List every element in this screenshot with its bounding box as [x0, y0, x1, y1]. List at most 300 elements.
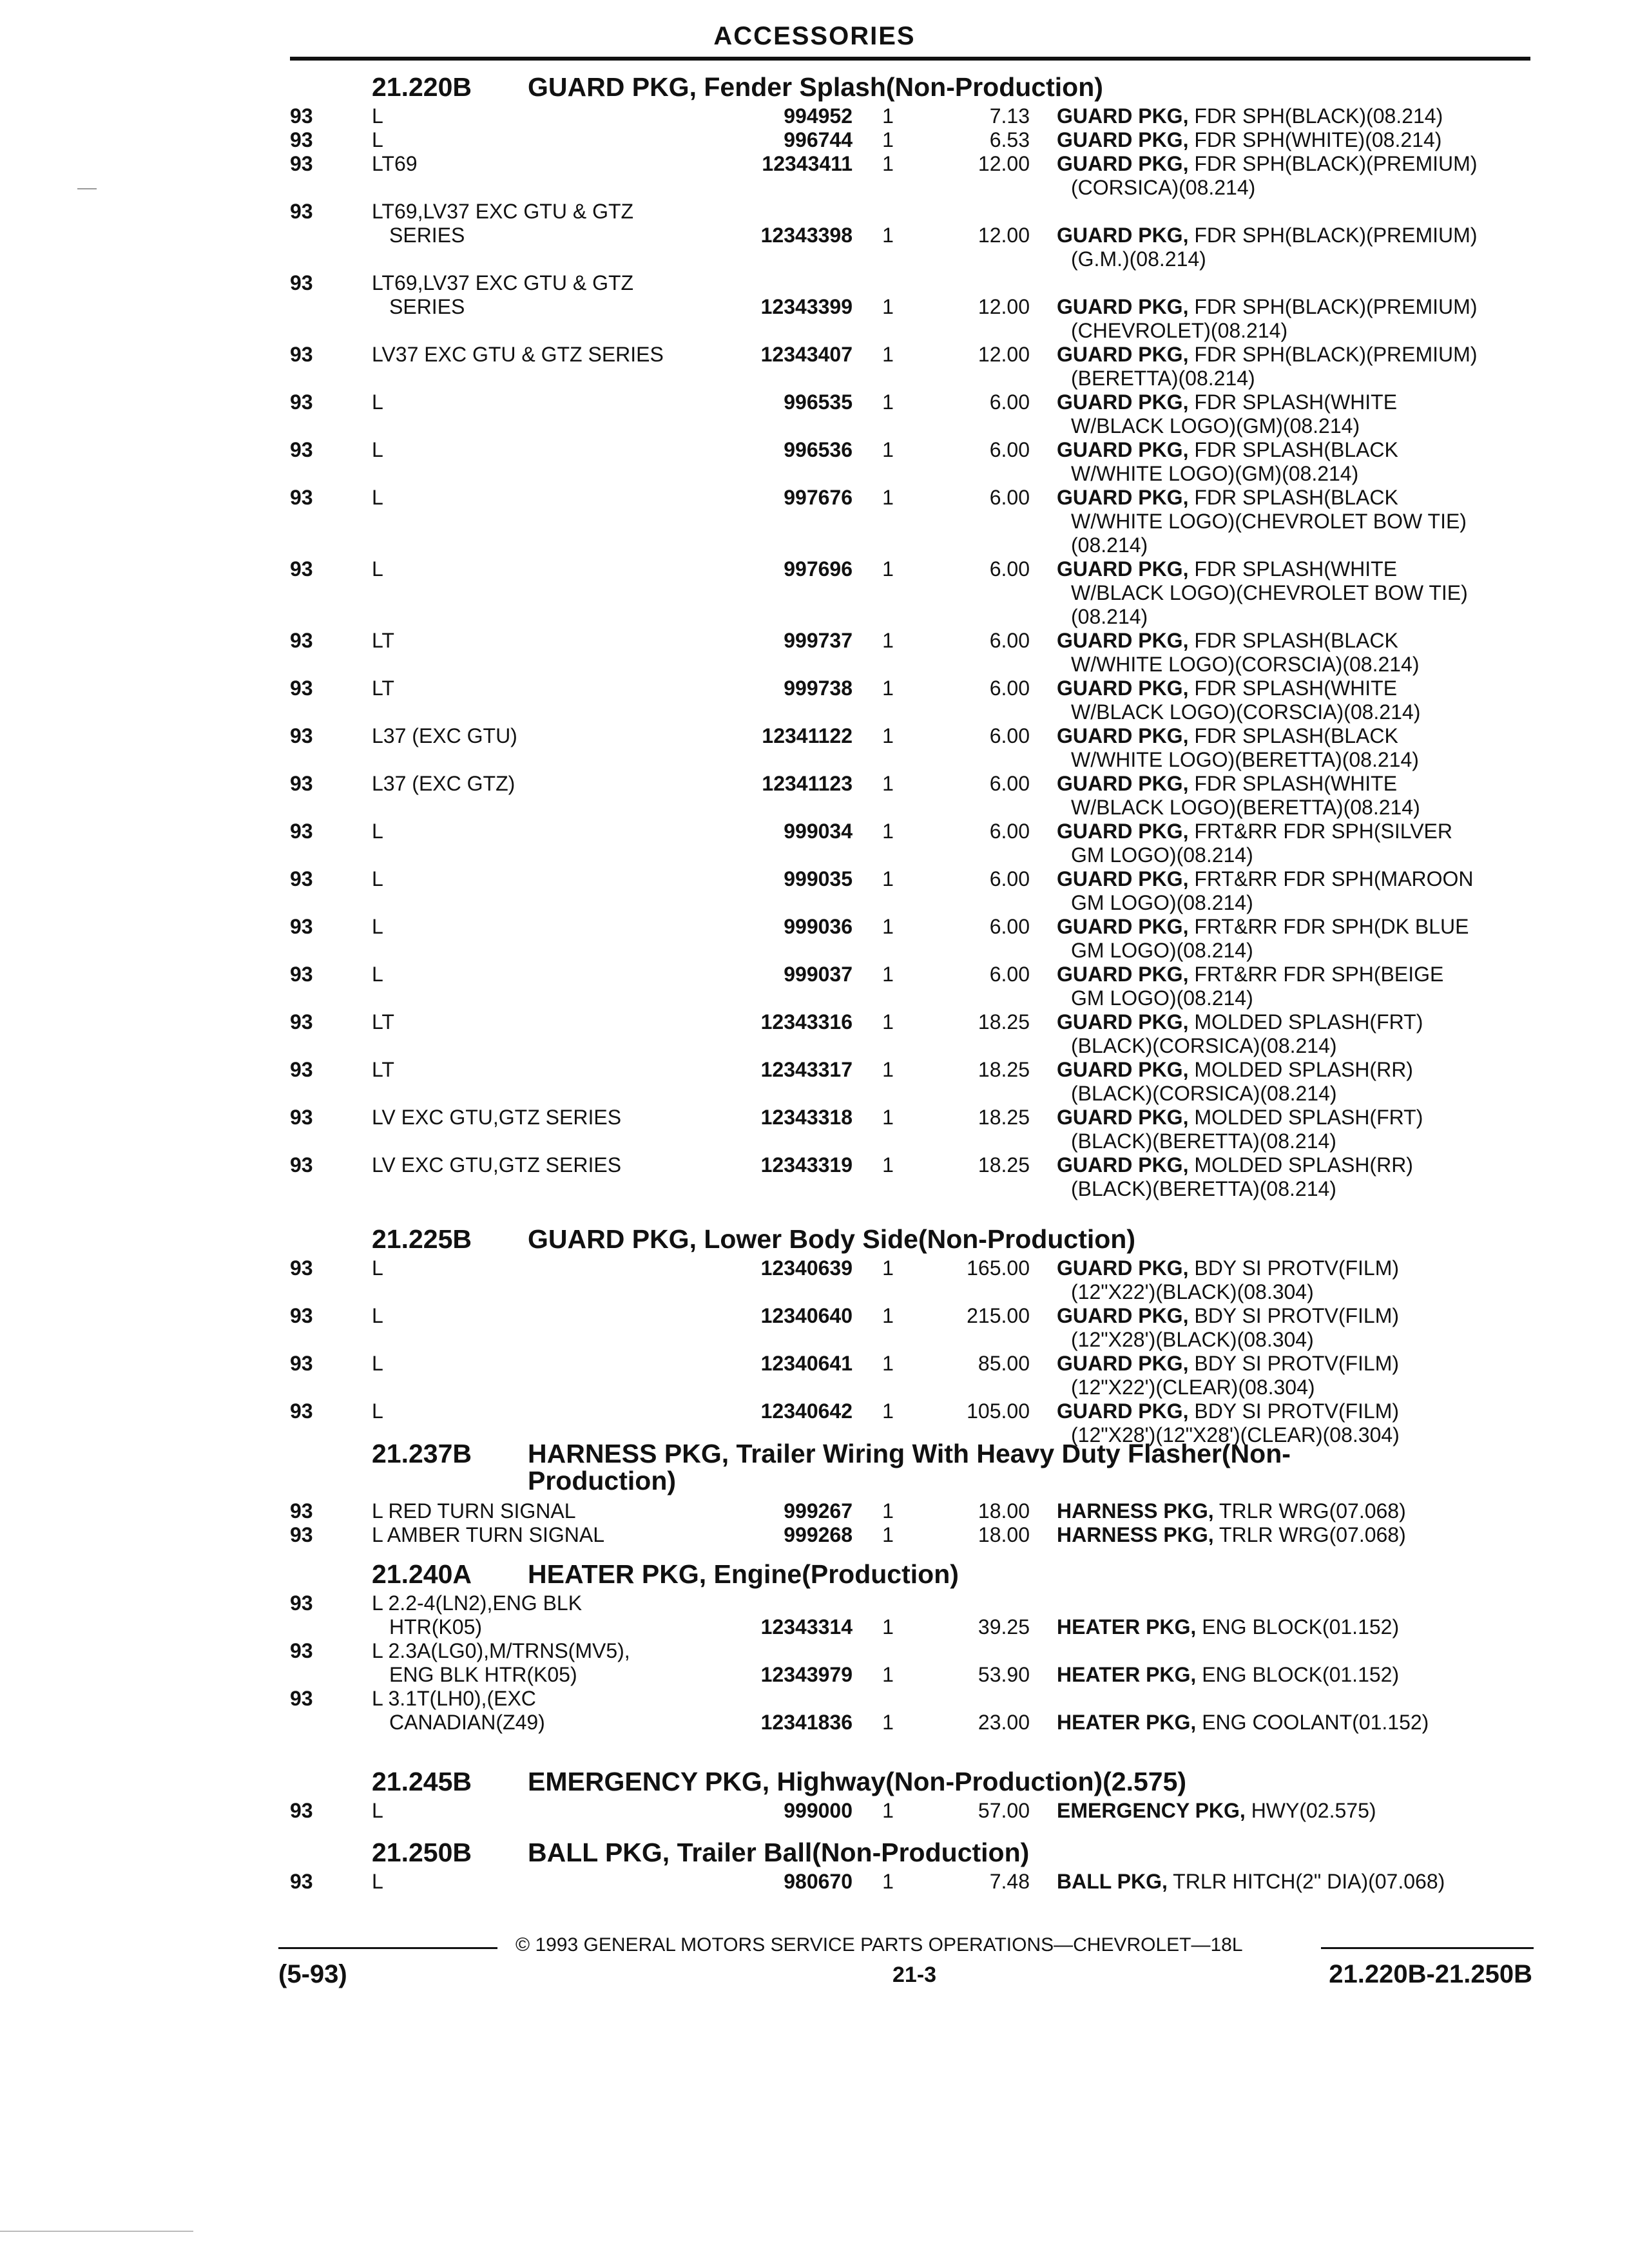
part-name-detail: BDY SI PROTV(FILM) [1194, 1256, 1400, 1280]
price: 18.00 [978, 1523, 1030, 1546]
usage-description [372, 1399, 717, 1423]
usage-line: L [372, 1304, 383, 1327]
part-name-line: (08.214) [1071, 533, 1148, 557]
part-name [1057, 1010, 1530, 1058]
price: 12.00 [978, 224, 1030, 247]
part-name [1057, 128, 1530, 152]
part-name [1057, 557, 1530, 629]
quantity: 1 [882, 486, 894, 509]
usage-line: LT [372, 629, 394, 652]
usage-line: L 2.2-4(LN2),ENG BLK [372, 1591, 583, 1615]
price: 18.00 [978, 1499, 1030, 1523]
quantity: 1 [882, 128, 894, 151]
usage-description [372, 1058, 717, 1082]
usage-description [372, 438, 717, 462]
part-name [1057, 438, 1530, 486]
part-name-detail: FDR SPLASH(WHITE [1194, 557, 1398, 581]
part-name-detail: BDY SI PROTV(FILM) [1194, 1399, 1400, 1423]
part-name-detail: FDR SPLASH(WHITE [1194, 390, 1398, 414]
quantity: 1 [882, 1058, 894, 1081]
table-row [0, 1010, 1629, 1058]
usage-description [372, 772, 717, 796]
part-name-line [1057, 438, 1530, 462]
part-name-category: GUARD PKG, [1057, 152, 1189, 175]
quantity: 1 [882, 1153, 894, 1177]
part-number: 12343407 [760, 343, 853, 366]
part-name [1057, 390, 1530, 438]
part-name-detail: FDR SPLASH(BLACK [1194, 438, 1398, 461]
part-name-detail: FRT&RR FDR SPH(DK BLUE [1194, 915, 1469, 938]
part-name-line [1057, 1799, 1530, 1823]
part-name-detail: FRT&RR FDR SPH(BEIGE [1194, 963, 1444, 986]
usage-description [372, 104, 717, 128]
table-row [0, 438, 1629, 486]
price: 215.00 [967, 1304, 1030, 1327]
part-name [1057, 1615, 1530, 1639]
price: 6.00 [989, 820, 1030, 843]
usage-line: L [372, 915, 383, 938]
quantity: 1 [882, 867, 894, 890]
price: 18.25 [978, 1010, 1030, 1033]
part-number: 996744 [784, 128, 853, 151]
part-number: 999268 [784, 1523, 853, 1546]
part-number: 980670 [784, 1870, 853, 1893]
part-name-detail: FDR SPH(BLACK)(PREMIUM) [1194, 295, 1478, 318]
part-name-line [1057, 629, 1530, 653]
part-name-category: GUARD PKG, [1057, 915, 1189, 938]
section-number: 21.237B [372, 1439, 472, 1468]
price: 6.00 [989, 963, 1030, 986]
table-row [0, 486, 1629, 557]
model-year: 93 [290, 1106, 313, 1129]
usage-line: LV EXC GTU,GTZ SERIES [372, 1153, 622, 1177]
part-name-line [1057, 557, 1530, 581]
quantity: 1 [882, 772, 894, 795]
part-name-line: GM LOGO)(08.214) [1071, 939, 1253, 962]
model-year: 93 [290, 629, 313, 652]
part-name-line [1057, 820, 1530, 843]
table-row [0, 128, 1629, 152]
table-row [0, 963, 1629, 1010]
quantity: 1 [882, 1256, 894, 1280]
part-number: 996535 [784, 390, 853, 414]
part-name-line: W/WHITE LOGO)(GM)(08.214) [1071, 462, 1359, 485]
part-name-detail: FDR SPH(WHITE)(08.214) [1194, 128, 1442, 151]
section-heading: GUARD PKG, Fender Splash(Non-Production) [528, 72, 1103, 102]
footer-rule-left [278, 1947, 497, 1949]
usage-line: LT [372, 1010, 394, 1033]
footer-section-range: 21.220B-21.250B [1329, 1960, 1532, 1988]
part-name-category: GUARD PKG, [1057, 224, 1189, 247]
quantity: 1 [882, 677, 894, 700]
part-name-line [1057, 772, 1530, 796]
section-number: 21.220B [372, 72, 472, 102]
part-number: 12341122 [762, 724, 853, 747]
part-name [1057, 724, 1530, 772]
part-number: 12340642 [760, 1399, 853, 1423]
part-name-line [1057, 1499, 1530, 1523]
part-name-line: W/WHITE LOGO)(BERETTA)(08.214) [1071, 748, 1419, 771]
model-year: 93 [290, 677, 313, 700]
usage-line: SERIES [389, 295, 465, 318]
usage-line: L [372, 557, 383, 581]
usage-description [372, 1687, 717, 1735]
model-year: 93 [290, 343, 313, 366]
part-name-line: (BLACK)(BERETTA)(08.214) [1071, 1129, 1336, 1153]
part-name-detail: FDR SPLASH(WHITE [1194, 772, 1398, 795]
part-number: 999035 [784, 867, 853, 890]
usage-line: LT69,LV37 EXC GTU & GTZ [372, 200, 634, 223]
part-name-category: GUARD PKG, [1057, 486, 1189, 509]
table-row [0, 343, 1629, 390]
copyright-text: © 1993 GENERAL MOTORS SERVICE PARTS OPERATIONS—CHEVROLET—18L [516, 1934, 1243, 1956]
part-name-category: GUARD PKG, [1057, 1352, 1189, 1375]
part-name-line [1057, 1615, 1530, 1639]
part-name-line [1057, 104, 1530, 128]
part-name [1057, 867, 1530, 915]
part-name-category: GUARD PKG, [1057, 1256, 1189, 1280]
price: 6.00 [989, 772, 1030, 795]
model-year: 93 [290, 724, 313, 747]
quantity: 1 [882, 724, 894, 747]
quantity: 1 [882, 438, 894, 461]
quantity: 1 [882, 1352, 894, 1375]
table-row [0, 915, 1629, 963]
quantity: 1 [882, 1499, 894, 1523]
usage-description [372, 1010, 717, 1034]
part-name-line [1057, 1106, 1530, 1129]
usage-line: SERIES [389, 224, 465, 247]
price: 6.00 [989, 915, 1030, 938]
usage-line: L RED TURN SIGNAL [372, 1499, 576, 1523]
usage-description [372, 128, 717, 152]
model-year: 93 [290, 1304, 313, 1327]
model-year: 93 [290, 1010, 313, 1033]
quantity: 1 [882, 1615, 894, 1639]
part-name-category: HEATER PKG, [1057, 1711, 1197, 1734]
part-name-detail: FDR SPLASH(WHITE [1194, 677, 1398, 700]
part-number: 12343398 [760, 224, 853, 247]
part-name [1057, 772, 1530, 820]
part-name-category: GUARD PKG, [1057, 963, 1189, 986]
usage-line: LT [372, 677, 394, 700]
usage-description [372, 200, 717, 247]
price: 165.00 [967, 1256, 1030, 1280]
part-name [1057, 1058, 1530, 1106]
part-name-category: GUARD PKG, [1057, 557, 1189, 581]
part-number: 999037 [784, 963, 853, 986]
part-name-line: (12"X22')(BLACK)(08.304) [1071, 1280, 1314, 1303]
part-number: 999000 [784, 1799, 853, 1822]
part-number: 12343318 [760, 1106, 853, 1129]
part-name-line: (CHEVROLET)(08.214) [1071, 319, 1288, 342]
price: 12.00 [978, 343, 1030, 366]
part-name-detail: MOLDED SPLASH(FRT) [1194, 1106, 1423, 1129]
part-name [1057, 343, 1530, 390]
usage-description [372, 677, 717, 700]
part-name-line [1057, 152, 1530, 176]
usage-description [372, 1799, 717, 1823]
usage-line: L [372, 867, 383, 890]
part-name [1057, 1663, 1530, 1687]
model-year: 93 [290, 152, 313, 175]
part-name-line [1057, 224, 1530, 247]
quantity: 1 [882, 1711, 894, 1734]
section-number: 21.225B [372, 1224, 472, 1254]
usage-line: L [372, 1256, 383, 1280]
part-name-line: GM LOGO)(08.214) [1071, 891, 1253, 914]
part-number: 996536 [784, 438, 853, 461]
part-name-line: GM LOGO)(08.214) [1071, 843, 1253, 867]
usage-line: L [372, 1870, 383, 1893]
table-row [0, 1352, 1629, 1399]
part-name [1057, 1106, 1530, 1153]
part-number: 12343316 [760, 1010, 853, 1033]
usage-line: HTR(K05) [389, 1615, 483, 1639]
model-year: 93 [290, 390, 313, 414]
part-name-detail: FDR SPLASH(BLACK [1194, 629, 1398, 652]
table-row [0, 1591, 1629, 1639]
price: 23.00 [978, 1711, 1030, 1734]
table-row [0, 629, 1629, 677]
part-name-category: HARNESS PKG, [1057, 1523, 1214, 1546]
part-number: 12341836 [760, 1711, 853, 1734]
usage-description [372, 271, 717, 319]
table-row [0, 271, 1629, 342]
price: 18.25 [978, 1153, 1030, 1177]
part-name-line: (12"X28')(BLACK)(08.304) [1071, 1328, 1314, 1351]
section-title [372, 1838, 1029, 1868]
usage-description [372, 1870, 717, 1894]
section-number: 21.245B [372, 1767, 472, 1796]
price: 18.25 [978, 1058, 1030, 1081]
table-row [0, 1687, 1629, 1735]
part-name-detail: MOLDED SPLASH(RR) [1194, 1153, 1413, 1177]
model-year: 93 [290, 1256, 313, 1280]
part-name-detail: BDY SI PROTV(FILM) [1194, 1304, 1400, 1327]
table-row [0, 1523, 1629, 1547]
usage-line: L [372, 1352, 383, 1375]
quantity: 1 [882, 1010, 894, 1033]
part-name-line: W/BLACK LOGO)(GM)(08.214) [1071, 414, 1360, 437]
price: 53.90 [978, 1663, 1030, 1686]
usage-line: LT69,LV37 EXC GTU & GTZ [372, 271, 634, 294]
usage-line: L [372, 104, 383, 128]
usage-description [372, 867, 717, 891]
quantity: 1 [882, 629, 894, 652]
quantity: 1 [882, 1799, 894, 1822]
model-year: 93 [290, 820, 313, 843]
part-name-detail: ENG BLOCK(01.152) [1202, 1615, 1400, 1639]
part-name-category: GUARD PKG, [1057, 343, 1189, 366]
part-name-detail: MOLDED SPLASH(FRT) [1194, 1010, 1423, 1033]
footer-rule-right [1321, 1947, 1534, 1949]
price: 6.00 [989, 629, 1030, 652]
price: 6.00 [989, 724, 1030, 747]
model-year: 93 [290, 1523, 313, 1546]
usage-line: L [372, 820, 383, 843]
part-name-detail: FRT&RR FDR SPH(SILVER [1194, 820, 1452, 843]
part-name-category: GUARD PKG, [1057, 1106, 1189, 1129]
part-name-line [1057, 1399, 1530, 1423]
part-name [1057, 1711, 1530, 1735]
part-name-category: GUARD PKG, [1057, 1058, 1189, 1081]
part-name-category: GUARD PKG, [1057, 1010, 1189, 1033]
table-row [0, 152, 1629, 200]
part-name-category: GUARD PKG, [1057, 867, 1189, 890]
part-number: 12340641 [760, 1352, 853, 1375]
part-name-line [1057, 1153, 1530, 1177]
usage-line: CANADIAN(Z49) [389, 1711, 545, 1734]
section-heading: EMERGENCY PKG, Highway(Non-Production)(2.575) [528, 1767, 1187, 1796]
part-number: 12343399 [760, 295, 853, 318]
part-name-detail: FDR SPH(BLACK)(PREMIUM) [1194, 152, 1478, 175]
part-name-line: (12"X22')(CLEAR)(08.304) [1071, 1376, 1315, 1399]
part-name-line [1057, 915, 1530, 939]
quantity: 1 [882, 1870, 894, 1893]
table-row [0, 200, 1629, 271]
part-name-detail: FRT&RR FDR SPH(MAROON [1194, 867, 1474, 890]
price: 18.25 [978, 1106, 1030, 1129]
part-name-detail: FDR SPH(BLACK)(PREMIUM) [1194, 224, 1478, 247]
part-name-line [1057, 1711, 1530, 1735]
quantity: 1 [882, 963, 894, 986]
price: 105.00 [967, 1399, 1030, 1423]
price: 7.13 [989, 104, 1030, 128]
part-number: 12340639 [760, 1256, 853, 1280]
usage-line: L37 (EXC GTZ) [372, 772, 516, 795]
quantity: 1 [882, 104, 894, 128]
part-number: 12343319 [760, 1153, 853, 1177]
price: 6.00 [989, 438, 1030, 461]
part-name-line [1057, 343, 1530, 367]
model-year: 93 [290, 271, 313, 294]
usage-description [372, 557, 717, 581]
part-name [1057, 1499, 1530, 1523]
section-title [372, 1224, 1135, 1254]
quantity: 1 [882, 1523, 894, 1546]
part-name [1057, 1799, 1530, 1823]
usage-description [372, 390, 717, 414]
model-year: 93 [290, 1058, 313, 1081]
part-name-detail: TRLR WRG(07.068) [1219, 1499, 1406, 1523]
part-number: 12343317 [760, 1058, 853, 1081]
usage-description [372, 152, 717, 176]
part-name-category: GUARD PKG, [1057, 295, 1189, 318]
part-name-line [1057, 390, 1530, 414]
table-row [0, 772, 1629, 820]
section-title [372, 1440, 1403, 1494]
section-number: 21.240A [372, 1559, 472, 1589]
model-year: 93 [290, 1153, 313, 1177]
part-name [1057, 1870, 1530, 1894]
part-name [1057, 1153, 1530, 1201]
part-number: 994952 [784, 104, 853, 128]
part-name-detail: BDY SI PROTV(FILM) [1194, 1352, 1400, 1375]
part-name [1057, 152, 1530, 200]
usage-line: L [372, 128, 383, 151]
scan-mark [0, 2231, 193, 2232]
usage-line: ENG BLK HTR(K05) [389, 1663, 577, 1686]
usage-description [372, 724, 717, 748]
part-name-category: HEATER PKG, [1057, 1615, 1197, 1639]
part-name-line: (G.M.)(08.214) [1071, 247, 1206, 271]
part-number: 997696 [784, 557, 853, 581]
model-year: 93 [290, 867, 313, 890]
part-name [1057, 104, 1530, 128]
usage-line: L [372, 486, 383, 509]
section-title [372, 1559, 959, 1590]
model-year: 93 [290, 1639, 313, 1662]
part-name-category: EMERGENCY PKG, [1057, 1799, 1246, 1822]
usage-description [372, 1106, 717, 1129]
part-number: 999738 [784, 677, 853, 700]
part-name-line [1057, 1304, 1530, 1328]
model-year: 93 [290, 1591, 313, 1615]
model-year: 93 [290, 438, 313, 461]
part-name-detail: TRLR WRG(07.068) [1219, 1523, 1406, 1546]
model-year: 93 [290, 1799, 313, 1822]
model-year: 93 [290, 128, 313, 151]
usage-line: L [372, 1799, 383, 1822]
part-number: 999267 [784, 1499, 853, 1523]
part-name-category: GUARD PKG, [1057, 724, 1189, 747]
price: 39.25 [978, 1615, 1030, 1639]
usage-description [372, 915, 717, 939]
part-name-line [1057, 1010, 1530, 1034]
usage-line: L 3.1T(LH0),(EXC [372, 1687, 536, 1710]
model-year: 93 [290, 1687, 313, 1710]
section-title [372, 1767, 1186, 1797]
price: 12.00 [978, 152, 1030, 175]
quantity: 1 [882, 152, 894, 175]
part-name [1057, 915, 1530, 963]
part-name-category: GUARD PKG, [1057, 1153, 1189, 1177]
part-name-category: GUARD PKG, [1057, 390, 1189, 414]
model-year: 93 [290, 963, 313, 986]
part-name-detail: FDR SPLASH(BLACK [1194, 724, 1398, 747]
section-title [372, 72, 1103, 102]
part-name [1057, 224, 1530, 271]
part-name-line [1057, 867, 1530, 891]
part-name-category: GUARD PKG, [1057, 772, 1189, 795]
table-row [0, 724, 1629, 772]
usage-description [372, 1256, 717, 1280]
part-name-category: BALL PKG, [1057, 1870, 1168, 1893]
quantity: 1 [882, 1399, 894, 1423]
usage-line: LV37 EXC GTU & GTZ SERIES [372, 343, 664, 366]
table-row [0, 677, 1629, 724]
part-name-detail: FDR SPH(BLACK)(08.214) [1194, 104, 1443, 128]
usage-description [372, 820, 717, 843]
usage-description [372, 1304, 717, 1328]
model-year: 93 [290, 1352, 313, 1375]
price: 6.00 [989, 677, 1030, 700]
part-name-line: W/BLACK LOGO)(CHEVROLET BOW TIE) [1071, 581, 1468, 604]
quantity: 1 [882, 820, 894, 843]
part-name [1057, 1256, 1530, 1304]
part-name-line [1057, 1870, 1530, 1894]
price: 6.00 [989, 486, 1030, 509]
page-header-title: ACCESSORIES [713, 22, 916, 50]
part-name-category: GUARD PKG, [1057, 629, 1189, 652]
part-name-category: GUARD PKG, [1057, 820, 1189, 843]
part-number: 999034 [784, 820, 853, 843]
part-name-line: (CORSICA)(08.214) [1071, 176, 1256, 199]
table-row [0, 1304, 1629, 1352]
part-number: 12340640 [760, 1304, 853, 1327]
part-name-line: GM LOGO)(08.214) [1071, 986, 1253, 1010]
